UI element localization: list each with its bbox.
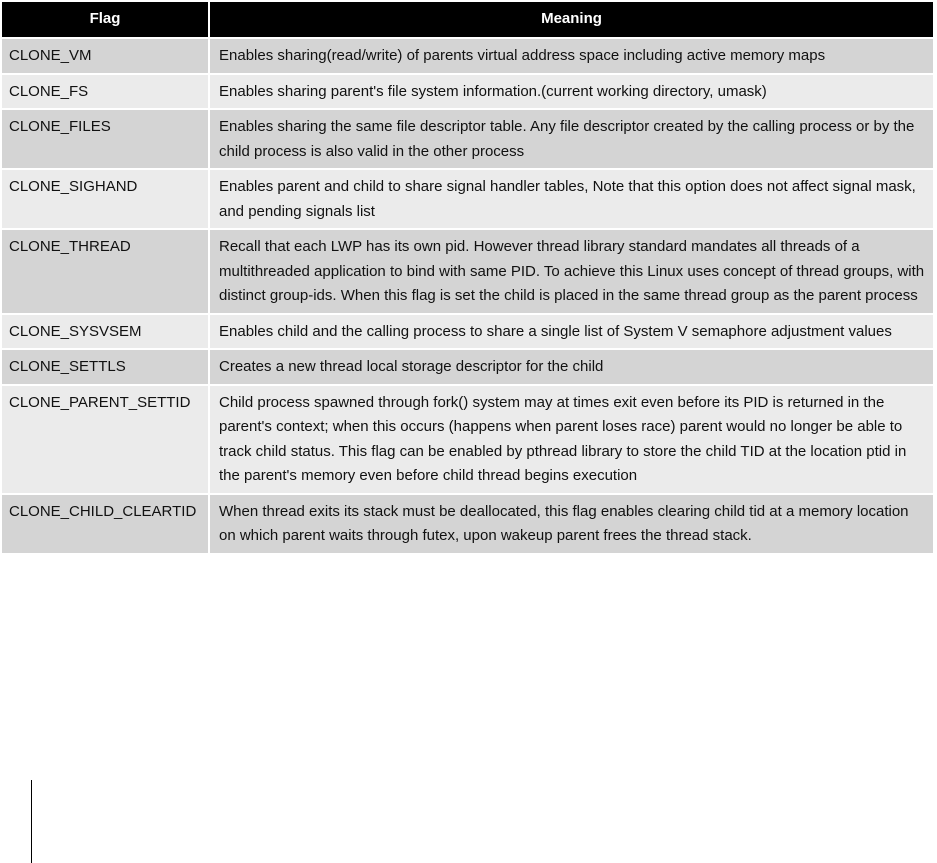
clone-flags-table: [2, 2, 933, 553]
meaning-cell: Recall that each LWP has its own pid. However thread library standard mandates all threads of a multithreaded application to bind with same PID. To achieve this Linux uses concept of thread groups, with distinct group-ids. When this flag is set the child is placed in the same thread group as the parent process: [209, 229, 933, 314]
meaning-cell: Enables sharing the same file descriptor table. Any file descriptor created by the calling process or by the child process is also valid in the other process: [209, 109, 933, 169]
flag-cell: CLONE_THREAD: [2, 229, 209, 314]
meaning-cell: Creates a new thread local storage descriptor for the child: [209, 349, 933, 385]
meaning-column-header: Meaning: [209, 2, 933, 38]
meaning-cell: Child process spawned through fork() system may at times exit even before its PID is returned in the parent's context; when this occurs (happens when parent loses race) parent would no longer be able to track child status. This flag can be enabled by pthread library to store the child TID at the location ptid in the parent's memory even before child thread begins execution: [209, 385, 933, 494]
table-row: [2, 349, 933, 385]
flag-column-header: Flag: [2, 2, 209, 38]
meaning-cell: Enables sharing(read/write) of parents virtual address space including active memory maps: [209, 38, 933, 74]
meaning-cell: Enables sharing parent's file system information.(current working directory, umask): [209, 74, 933, 110]
table-header-row: [2, 2, 933, 38]
flag-cell: CLONE_SIGHAND: [2, 169, 209, 229]
table-row: [2, 169, 933, 229]
table-row: [2, 229, 933, 314]
flag-cell: CLONE_FS: [2, 74, 209, 110]
table-row: [2, 74, 933, 110]
vertical-divider-line: [31, 780, 32, 863]
table-row: [2, 314, 933, 350]
meaning-cell: Enables parent and child to share signal handler tables, Note that this option does not affect signal mask, and pending signals list: [209, 169, 933, 229]
flag-cell: CLONE_SETTLS: [2, 349, 209, 385]
flag-cell: CLONE_FILES: [2, 109, 209, 169]
meaning-cell: When thread exits its stack must be deallocated, this flag enables clearing child tid at a memory location on which parent waits through futex, upon wakeup parent frees the thread stack.: [209, 494, 933, 553]
flag-cell: CLONE_VM: [2, 38, 209, 74]
flag-cell: CLONE_PARENT_SETTID: [2, 385, 209, 494]
table-row: [2, 109, 933, 169]
table-row: [2, 494, 933, 553]
table-row: [2, 38, 933, 74]
table-row: [2, 385, 933, 494]
flag-cell: CLONE_SYSVSEM: [2, 314, 209, 350]
flag-cell: CLONE_CHILD_CLEARTID: [2, 494, 209, 553]
meaning-cell: Enables child and the calling process to share a single list of System V semaphore adjustment values: [209, 314, 933, 350]
